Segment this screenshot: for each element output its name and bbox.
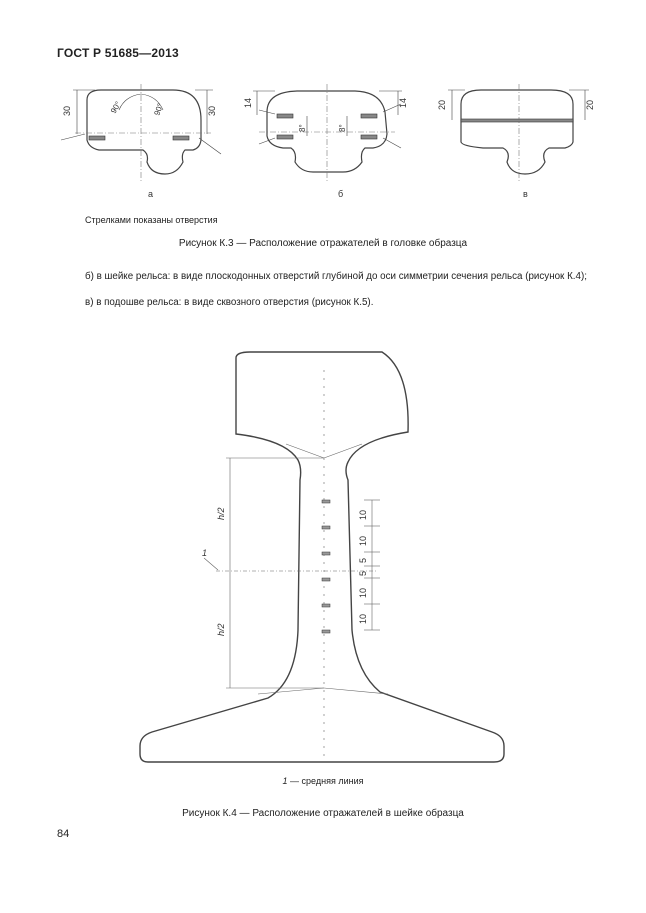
dim-5-b: 5 [358,570,368,576]
dim-10-b: 10 [358,535,368,546]
dim-10-c: 10 [358,587,368,598]
dim-b-inner-right: 8° [338,124,347,132]
dim-a-left: 30 [62,105,72,116]
dim-c-left: 20 [437,99,447,110]
dim-a-angle-right: 90° [152,102,166,117]
legend-text: — средняя линия [287,776,364,786]
section-a-outline [87,90,201,174]
figure-k4-rail-section [120,330,520,770]
figure-k3-note: Стрелками показаны отверстия [85,215,218,225]
dim-b-left: 14 [243,97,253,108]
label-b: б [338,189,344,199]
section-c-outline [461,90,573,174]
label-a: а [148,189,154,199]
dim-h-upper: h/2 [216,507,226,520]
callout-1: 1 [202,548,208,558]
dim-b-inner-left: 8° [298,124,307,132]
dim-10-a: 10 [358,509,368,520]
dim-a-right: 30 [207,105,217,116]
dim-a-angle-left: 90° [108,100,123,115]
rail-outline [140,352,504,762]
paragraph-web: б) в шейке рельса: в виде плоскодонных отверстий глубиной до оси симметрии сечения рельса (рисунок К.4); [85,271,587,282]
figure-k4-legend [0,776,646,786]
page-number: 84 [57,828,70,840]
label-c: в [523,189,528,199]
figure-k4-caption: Рисунок К.4 — Расположение отражателей в шейке образца [182,808,464,819]
figure-k3-head-sections [55,82,595,207]
dim-h-lower: h/2 [216,623,226,636]
dim-10-d: 10 [358,613,368,624]
figure-k3-caption: Рисунок К.3 — Расположение отражателей в головке образца [178,238,468,249]
dim-c-right: 20 [585,99,595,110]
dim-b-right: 14 [398,97,408,108]
document-header: ГОСТ Р 51685—2013 [57,46,179,60]
legend-number: 1 [282,776,288,786]
paragraph-foot: в) в подошве рельса: в виде сквозного отверстия (рисунок К.5). [85,297,374,308]
dim-5-a: 5 [358,557,368,563]
